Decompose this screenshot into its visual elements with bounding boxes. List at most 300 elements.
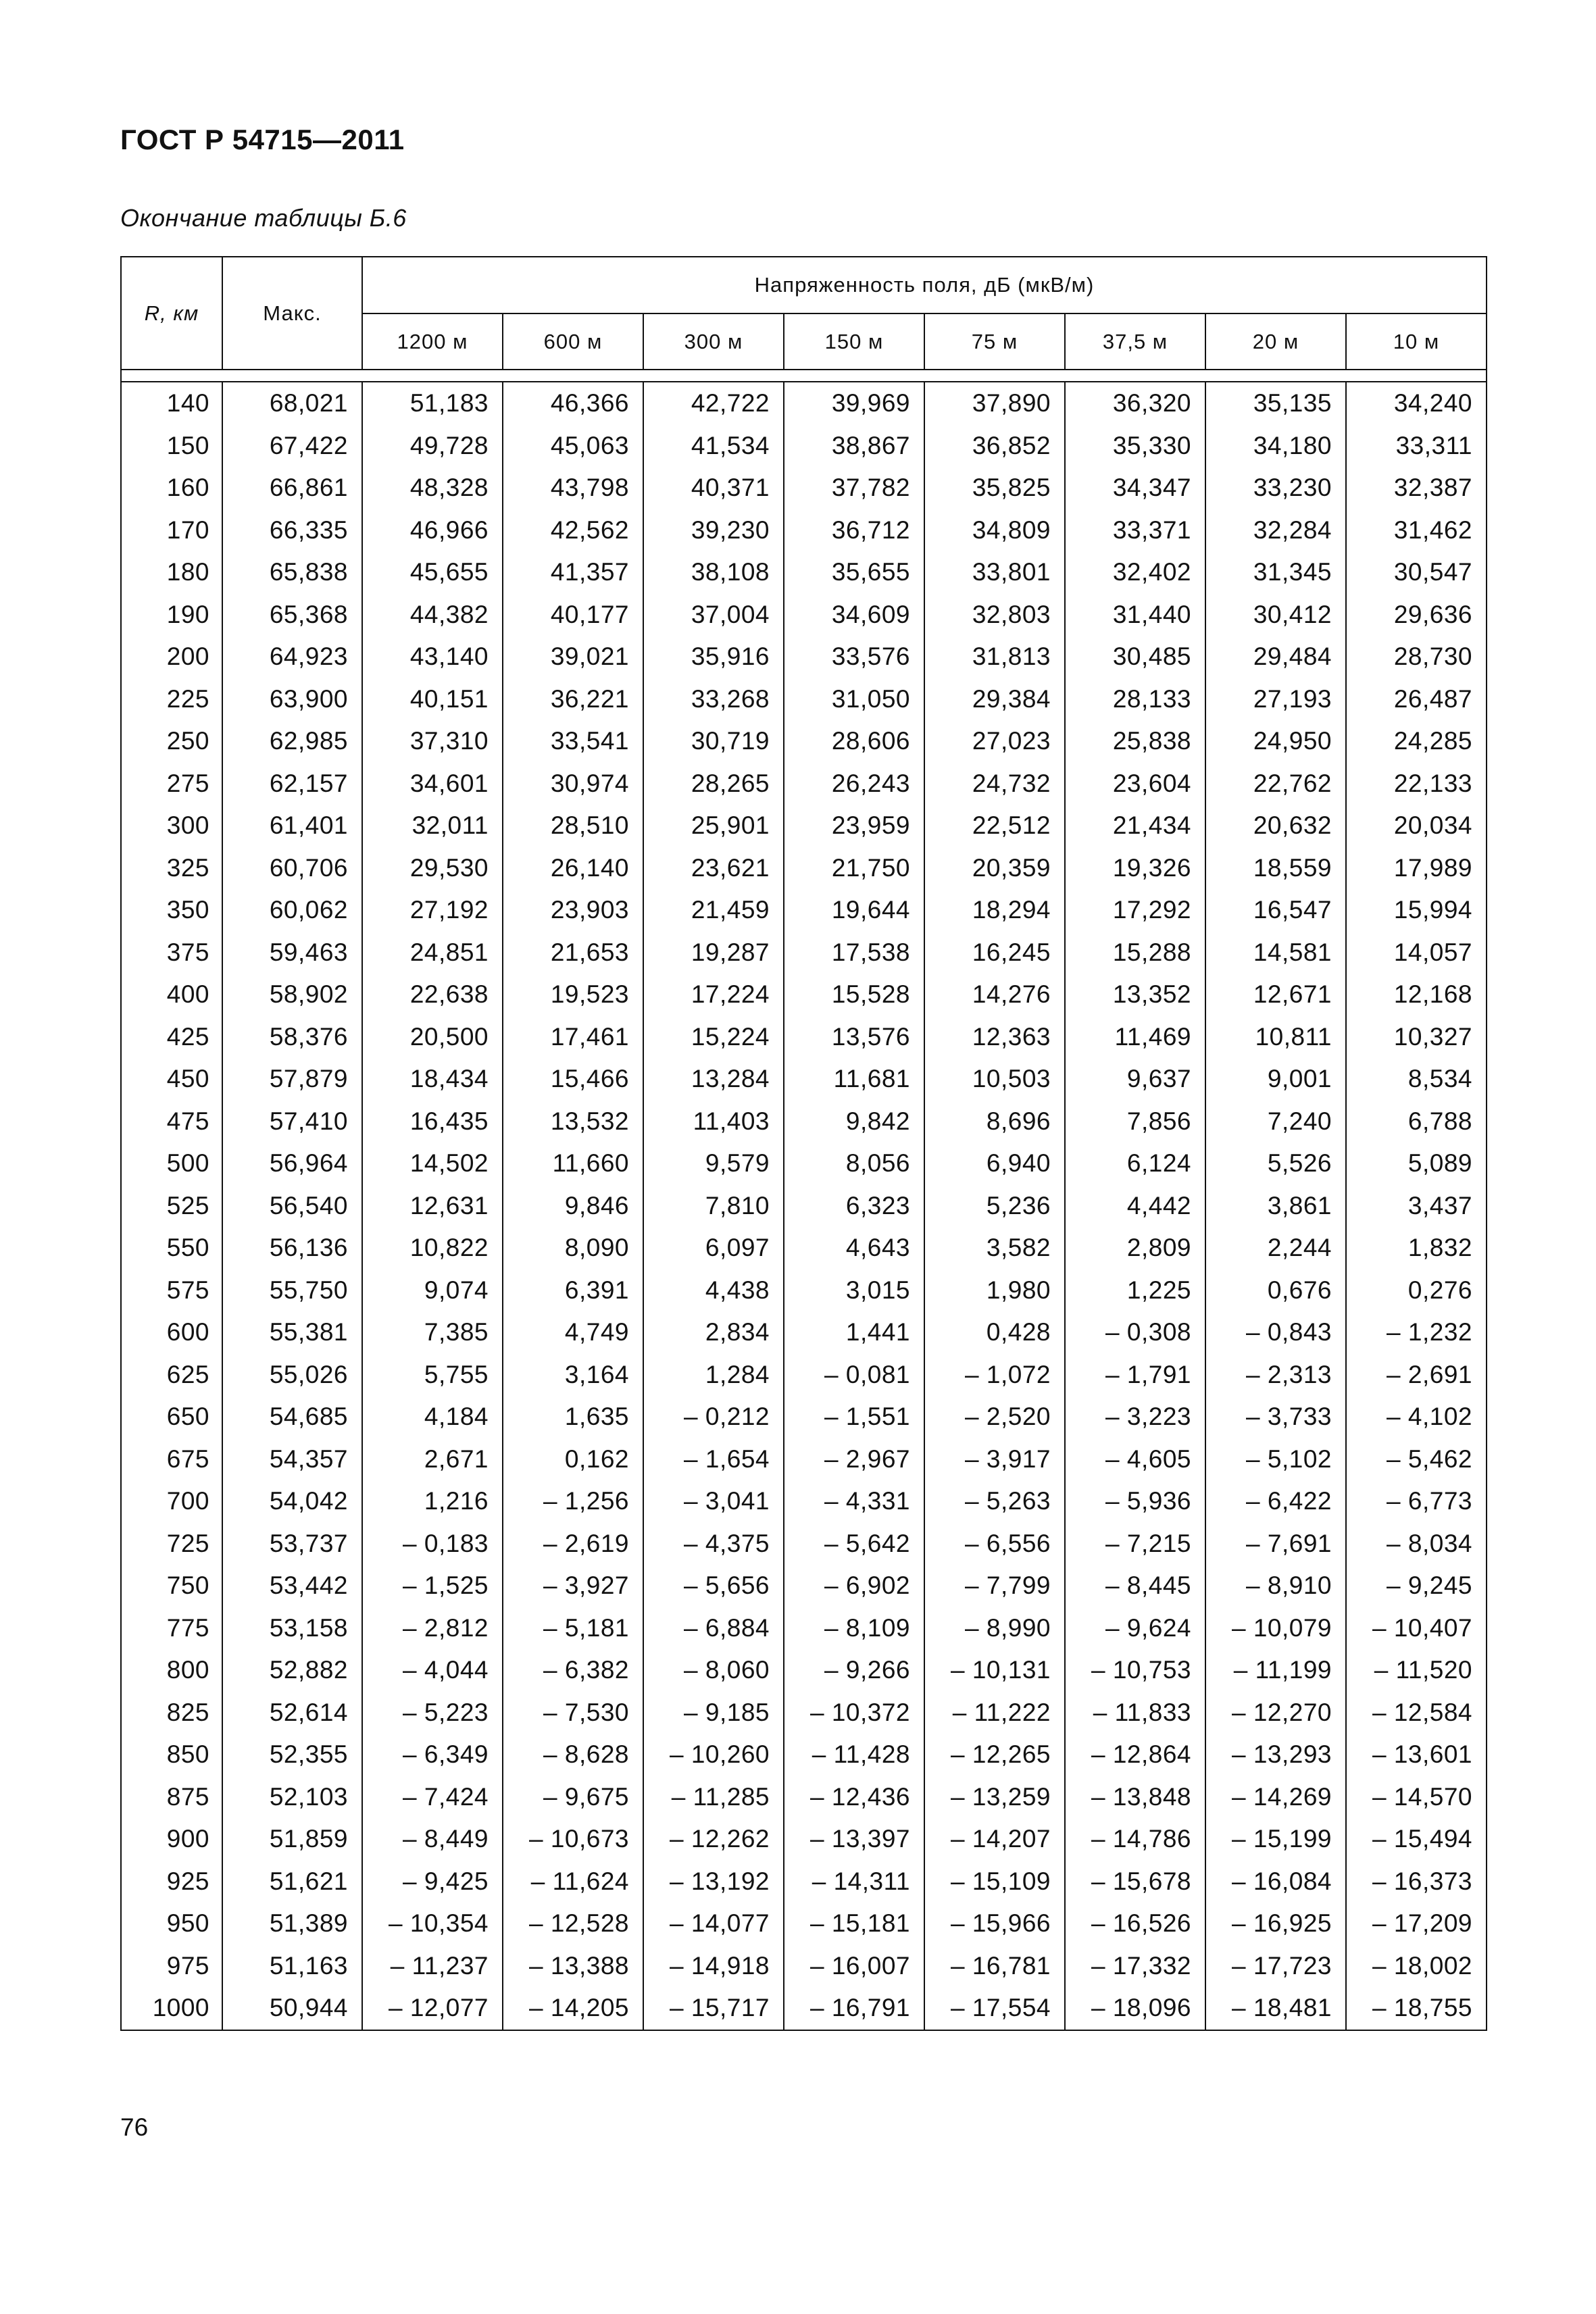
cell-value: 29,484 xyxy=(1205,636,1346,678)
cell-value: – 3,223 xyxy=(1065,1396,1205,1438)
cell-value: – 10,079 xyxy=(1205,1607,1346,1650)
cell-max: 50,944 xyxy=(222,1987,362,2030)
col-header-sub: 37,5 м xyxy=(1065,313,1205,370)
cell-value: 4,438 xyxy=(643,1269,784,1312)
cell-value: 7,240 xyxy=(1205,1101,1346,1143)
cell-distance: 625 xyxy=(121,1354,222,1397)
cell-value: 2,671 xyxy=(362,1438,503,1481)
table-row xyxy=(121,1523,1487,1565)
cell-value: 41,357 xyxy=(503,551,643,594)
cell-value: 21,434 xyxy=(1065,805,1205,847)
cell-value: 36,712 xyxy=(784,509,924,552)
cell-value: – 9,425 xyxy=(362,1861,503,1903)
table-row xyxy=(121,551,1487,594)
cell-value: 46,966 xyxy=(362,509,503,552)
table-row xyxy=(121,1776,1487,1819)
cell-max: 56,136 xyxy=(222,1227,362,1269)
col-header-sub: 20 м xyxy=(1205,313,1346,370)
cell-value: – 10,260 xyxy=(643,1734,784,1776)
cell-value: – 13,601 xyxy=(1346,1734,1487,1776)
table-row xyxy=(121,763,1487,805)
cell-value: 8,696 xyxy=(924,1101,1065,1143)
cell-value: – 11,222 xyxy=(924,1692,1065,1734)
cell-value: 3,861 xyxy=(1205,1185,1346,1228)
table-row xyxy=(121,1354,1487,1397)
cell-value: – 6,884 xyxy=(643,1607,784,1650)
cell-value: 29,530 xyxy=(362,847,503,890)
cell-value: 26,487 xyxy=(1346,678,1487,721)
cell-value: 40,151 xyxy=(362,678,503,721)
table-row xyxy=(121,1692,1487,1734)
cell-max: 66,335 xyxy=(222,509,362,552)
cell-value: 31,813 xyxy=(924,636,1065,678)
col-header-sub: 150 м xyxy=(784,313,924,370)
cell-distance: 600 xyxy=(121,1311,222,1354)
cell-value: – 7,215 xyxy=(1065,1523,1205,1565)
cell-value: – 11,199 xyxy=(1205,1649,1346,1692)
cell-value: 28,730 xyxy=(1346,636,1487,678)
cell-value: – 16,526 xyxy=(1065,1903,1205,1945)
cell-distance: 900 xyxy=(121,1818,222,1861)
cell-distance: 300 xyxy=(121,805,222,847)
cell-value: 11,660 xyxy=(503,1142,643,1185)
cell-value: – 10,372 xyxy=(784,1692,924,1734)
cell-value: 22,638 xyxy=(362,974,503,1016)
cell-value: – 8,910 xyxy=(1205,1565,1346,1607)
cell-distance: 550 xyxy=(121,1227,222,1269)
cell-value: 32,803 xyxy=(924,594,1065,636)
cell-value: 34,180 xyxy=(1205,425,1346,468)
col-header-sub: 1200 м xyxy=(362,313,503,370)
cell-max: 62,157 xyxy=(222,763,362,805)
cell-distance: 875 xyxy=(121,1776,222,1819)
cell-value: – 11,624 xyxy=(503,1861,643,1903)
cell-distance: 525 xyxy=(121,1185,222,1228)
cell-value: 12,671 xyxy=(1205,974,1346,1016)
cell-value: – 12,265 xyxy=(924,1734,1065,1776)
cell-value: 14,057 xyxy=(1346,932,1487,974)
cell-value: 10,811 xyxy=(1205,1016,1346,1059)
cell-value: 34,240 xyxy=(1346,382,1487,425)
cell-value: 42,722 xyxy=(643,382,784,425)
cell-value: – 12,584 xyxy=(1346,1692,1487,1734)
cell-max: 55,750 xyxy=(222,1269,362,1312)
cell-value: 33,576 xyxy=(784,636,924,678)
cell-value: – 6,556 xyxy=(924,1523,1065,1565)
cell-value: 23,604 xyxy=(1065,763,1205,805)
field-strength-table xyxy=(120,256,1487,2031)
cell-value: 33,541 xyxy=(503,720,643,763)
cell-value: – 5,223 xyxy=(362,1692,503,1734)
cell-max: 52,355 xyxy=(222,1734,362,1776)
cell-value: 12,168 xyxy=(1346,974,1487,1016)
cell-max: 60,706 xyxy=(222,847,362,890)
cell-value: – 14,269 xyxy=(1205,1776,1346,1819)
cell-value: – 5,642 xyxy=(784,1523,924,1565)
cell-value: 2,244 xyxy=(1205,1227,1346,1269)
cell-value: 36,852 xyxy=(924,425,1065,468)
cell-value: 16,547 xyxy=(1205,889,1346,932)
cell-value: – 11,428 xyxy=(784,1734,924,1776)
cell-distance: 190 xyxy=(121,594,222,636)
cell-max: 64,923 xyxy=(222,636,362,678)
cell-value: 33,230 xyxy=(1205,467,1346,509)
cell-value: – 8,628 xyxy=(503,1734,643,1776)
cell-value: 13,576 xyxy=(784,1016,924,1059)
cell-value: – 3,041 xyxy=(643,1480,784,1523)
cell-value: – 14,205 xyxy=(503,1987,643,2030)
cell-value: – 9,185 xyxy=(643,1692,784,1734)
cell-value: 30,974 xyxy=(503,763,643,805)
cell-value: 24,285 xyxy=(1346,720,1487,763)
cell-distance: 140 xyxy=(121,382,222,425)
table-row xyxy=(121,1311,1487,1354)
cell-value: 23,903 xyxy=(503,889,643,932)
cell-value: – 10,673 xyxy=(503,1818,643,1861)
cell-value: 22,762 xyxy=(1205,763,1346,805)
cell-value: – 8,060 xyxy=(643,1649,784,1692)
table-row xyxy=(121,1480,1487,1523)
document-header: ГОСТ Р 54715—2011 xyxy=(120,124,405,155)
cell-value: 32,011 xyxy=(362,805,503,847)
cell-value: 45,655 xyxy=(362,551,503,594)
table-row xyxy=(121,1987,1487,2030)
cell-value: – 8,990 xyxy=(924,1607,1065,1650)
cell-max: 57,410 xyxy=(222,1101,362,1143)
cell-distance: 170 xyxy=(121,509,222,552)
col-header-group: Напряженность поля, дБ (мкВ/м) xyxy=(362,257,1487,313)
cell-value: 17,989 xyxy=(1346,847,1487,890)
cell-max: 60,062 xyxy=(222,889,362,932)
table-row xyxy=(121,1649,1487,1692)
cell-value: 31,050 xyxy=(784,678,924,721)
cell-value: 36,320 xyxy=(1065,382,1205,425)
cell-value: – 6,422 xyxy=(1205,1480,1346,1523)
cell-value: – 2,619 xyxy=(503,1523,643,1565)
cell-distance: 925 xyxy=(121,1861,222,1903)
cell-max: 62,985 xyxy=(222,720,362,763)
cell-max: 53,442 xyxy=(222,1565,362,1607)
cell-value: 6,124 xyxy=(1065,1142,1205,1185)
cell-value: 30,412 xyxy=(1205,594,1346,636)
cell-value: 32,387 xyxy=(1346,467,1487,509)
cell-value: – 7,691 xyxy=(1205,1523,1346,1565)
cell-value: – 6,773 xyxy=(1346,1480,1487,1523)
cell-value: – 4,605 xyxy=(1065,1438,1205,1481)
col-header-sub: 10 м xyxy=(1346,313,1487,370)
cell-value: 21,459 xyxy=(643,889,784,932)
cell-max: 52,882 xyxy=(222,1649,362,1692)
cell-value: – 8,445 xyxy=(1065,1565,1205,1607)
cell-value: 29,384 xyxy=(924,678,1065,721)
cell-value: 3,015 xyxy=(784,1269,924,1312)
cell-value: – 16,007 xyxy=(784,1945,924,1988)
header-gap xyxy=(121,370,1487,382)
cell-value: 33,801 xyxy=(924,551,1065,594)
cell-value: 0,428 xyxy=(924,1311,1065,1354)
cell-value: 25,901 xyxy=(643,805,784,847)
table-row xyxy=(121,974,1487,1016)
table-row xyxy=(121,1227,1487,1269)
cell-max: 51,859 xyxy=(222,1818,362,1861)
cell-value: 37,890 xyxy=(924,382,1065,425)
cell-value: – 16,791 xyxy=(784,1987,924,2030)
cell-value: 43,798 xyxy=(503,467,643,509)
col-header-sub: 600 м xyxy=(503,313,643,370)
table-row xyxy=(121,1058,1487,1101)
cell-value: 27,193 xyxy=(1205,678,1346,721)
cell-value: 3,437 xyxy=(1346,1185,1487,1228)
cell-distance: 775 xyxy=(121,1607,222,1650)
cell-value: – 8,034 xyxy=(1346,1523,1487,1565)
cell-distance: 160 xyxy=(121,467,222,509)
cell-value: 37,310 xyxy=(362,720,503,763)
cell-value: – 2,313 xyxy=(1205,1354,1346,1397)
cell-value: 25,838 xyxy=(1065,720,1205,763)
cell-value: – 5,102 xyxy=(1205,1438,1346,1481)
cell-value: 34,609 xyxy=(784,594,924,636)
cell-max: 53,158 xyxy=(222,1607,362,1650)
cell-value: 33,311 xyxy=(1346,425,1487,468)
cell-value: 6,391 xyxy=(503,1269,643,1312)
cell-value: 34,347 xyxy=(1065,467,1205,509)
table-row xyxy=(121,1903,1487,1945)
col-header-r xyxy=(121,257,222,370)
cell-value: – 1,256 xyxy=(503,1480,643,1523)
cell-value: – 7,424 xyxy=(362,1776,503,1819)
cell-value: – 6,349 xyxy=(362,1734,503,1776)
cell-value: 39,969 xyxy=(784,382,924,425)
cell-distance: 500 xyxy=(121,1142,222,1185)
cell-value: 9,579 xyxy=(643,1142,784,1185)
cell-max: 55,381 xyxy=(222,1311,362,1354)
cell-value: 28,133 xyxy=(1065,678,1205,721)
cell-max: 65,838 xyxy=(222,551,362,594)
cell-value: 8,090 xyxy=(503,1227,643,1269)
cell-value: 15,224 xyxy=(643,1016,784,1059)
cell-value: 43,140 xyxy=(362,636,503,678)
cell-value: – 16,781 xyxy=(924,1945,1065,1988)
cell-distance: 700 xyxy=(121,1480,222,1523)
cell-value: 21,750 xyxy=(784,847,924,890)
cell-distance: 675 xyxy=(121,1438,222,1481)
cell-value: 14,276 xyxy=(924,974,1065,1016)
cell-value: – 14,311 xyxy=(784,1861,924,1903)
cell-max: 51,163 xyxy=(222,1945,362,1988)
cell-value: 2,809 xyxy=(1065,1227,1205,1269)
cell-value: 23,621 xyxy=(643,847,784,890)
cell-value: 26,243 xyxy=(784,763,924,805)
cell-value: 42,562 xyxy=(503,509,643,552)
table-row xyxy=(121,382,1487,425)
cell-max: 54,685 xyxy=(222,1396,362,1438)
cell-value: – 13,259 xyxy=(924,1776,1065,1819)
cell-value: – 0,212 xyxy=(643,1396,784,1438)
cell-value: 22,512 xyxy=(924,805,1065,847)
cell-max: 58,376 xyxy=(222,1016,362,1059)
cell-value: 28,265 xyxy=(643,763,784,805)
cell-value: 49,728 xyxy=(362,425,503,468)
cell-value: 32,284 xyxy=(1205,509,1346,552)
table-row xyxy=(121,932,1487,974)
cell-value: 28,606 xyxy=(784,720,924,763)
cell-value: 10,327 xyxy=(1346,1016,1487,1059)
cell-value: – 18,096 xyxy=(1065,1987,1205,2030)
cell-value: 9,001 xyxy=(1205,1058,1346,1101)
cell-distance: 475 xyxy=(121,1101,222,1143)
cell-value: – 14,786 xyxy=(1065,1818,1205,1861)
cell-value: 26,140 xyxy=(503,847,643,890)
cell-value: 7,856 xyxy=(1065,1101,1205,1143)
cell-max: 57,879 xyxy=(222,1058,362,1101)
cell-value: – 16,925 xyxy=(1205,1903,1346,1945)
cell-value: 9,074 xyxy=(362,1269,503,1312)
cell-value: 10,822 xyxy=(362,1227,503,1269)
cell-value: 0,162 xyxy=(503,1438,643,1481)
cell-value: 39,230 xyxy=(643,509,784,552)
cell-value: 38,108 xyxy=(643,551,784,594)
cell-value: 8,056 xyxy=(784,1142,924,1185)
cell-value: 7,385 xyxy=(362,1311,503,1354)
cell-value: 9,637 xyxy=(1065,1058,1205,1101)
cell-distance: 250 xyxy=(121,720,222,763)
cell-value: 10,503 xyxy=(924,1058,1065,1101)
table-row xyxy=(121,509,1487,552)
cell-value: – 17,554 xyxy=(924,1987,1065,2030)
col-header-r-label: R, км xyxy=(144,301,199,325)
cell-value: 31,440 xyxy=(1065,594,1205,636)
cell-value: 9,846 xyxy=(503,1185,643,1228)
cell-value: 30,547 xyxy=(1346,551,1487,594)
cell-value: 0,676 xyxy=(1205,1269,1346,1312)
cell-max: 56,540 xyxy=(222,1185,362,1228)
cell-value: 41,534 xyxy=(643,425,784,468)
cell-value: – 11,833 xyxy=(1065,1692,1205,1734)
cell-value: – 13,388 xyxy=(503,1945,643,1988)
cell-value: – 15,109 xyxy=(924,1861,1065,1903)
cell-distance: 150 xyxy=(121,425,222,468)
cell-max: 58,902 xyxy=(222,974,362,1016)
cell-value: – 14,570 xyxy=(1346,1776,1487,1819)
cell-value: – 17,332 xyxy=(1065,1945,1205,1988)
col-header-sub: 300 м xyxy=(643,313,784,370)
cell-value: 6,323 xyxy=(784,1185,924,1228)
cell-max: 55,026 xyxy=(222,1354,362,1397)
cell-distance: 180 xyxy=(121,551,222,594)
cell-value: – 1,232 xyxy=(1346,1311,1487,1354)
table-row xyxy=(121,1818,1487,1861)
cell-value: 35,916 xyxy=(643,636,784,678)
cell-value: 34,809 xyxy=(924,509,1065,552)
cell-value: 4,184 xyxy=(362,1396,503,1438)
cell-value: – 15,181 xyxy=(784,1903,924,1945)
cell-value: – 13,192 xyxy=(643,1861,784,1903)
cell-value: – 10,131 xyxy=(924,1649,1065,1692)
cell-value: 35,330 xyxy=(1065,425,1205,468)
table-row xyxy=(121,1101,1487,1143)
cell-value: 44,382 xyxy=(362,594,503,636)
cell-distance: 575 xyxy=(121,1269,222,1312)
cell-value: – 12,262 xyxy=(643,1818,784,1861)
cell-value: 5,236 xyxy=(924,1185,1065,1228)
cell-value: 11,469 xyxy=(1065,1016,1205,1059)
cell-value: 9,842 xyxy=(784,1101,924,1143)
cell-value: – 17,723 xyxy=(1205,1945,1346,1988)
table-row xyxy=(121,1269,1487,1312)
cell-value: 6,097 xyxy=(643,1227,784,1269)
cell-value: – 11,285 xyxy=(643,1776,784,1819)
cell-value: – 0,081 xyxy=(784,1354,924,1397)
cell-max: 61,401 xyxy=(222,805,362,847)
cell-max: 51,621 xyxy=(222,1861,362,1903)
cell-value: 20,500 xyxy=(362,1016,503,1059)
cell-value: 40,177 xyxy=(503,594,643,636)
cell-value: 4,442 xyxy=(1065,1185,1205,1228)
cell-value: – 14,207 xyxy=(924,1818,1065,1861)
cell-value: 4,643 xyxy=(784,1227,924,1269)
cell-value: – 8,109 xyxy=(784,1607,924,1650)
cell-value: – 15,199 xyxy=(1205,1818,1346,1861)
table-row xyxy=(121,720,1487,763)
cell-value: – 10,354 xyxy=(362,1903,503,1945)
cell-max: 66,861 xyxy=(222,467,362,509)
cell-value: 29,636 xyxy=(1346,594,1487,636)
cell-value: – 1,654 xyxy=(643,1438,784,1481)
cell-max: 54,042 xyxy=(222,1480,362,1523)
cell-value: 15,994 xyxy=(1346,889,1487,932)
cell-value: – 3,917 xyxy=(924,1438,1065,1481)
cell-value: 5,755 xyxy=(362,1354,503,1397)
cell-distance: 850 xyxy=(121,1734,222,1776)
cell-value: 37,004 xyxy=(643,594,784,636)
cell-value: – 14,077 xyxy=(643,1903,784,1945)
cell-value: – 13,397 xyxy=(784,1818,924,1861)
cell-distance: 650 xyxy=(121,1396,222,1438)
cell-value: 1,635 xyxy=(503,1396,643,1438)
cell-value: – 12,436 xyxy=(784,1776,924,1819)
cell-value: 36,221 xyxy=(503,678,643,721)
cell-value: 5,526 xyxy=(1205,1142,1346,1185)
table-row xyxy=(121,425,1487,468)
cell-distance: 400 xyxy=(121,974,222,1016)
cell-value: – 12,864 xyxy=(1065,1734,1205,1776)
cell-value: – 9,675 xyxy=(503,1776,643,1819)
cell-value: 17,461 xyxy=(503,1016,643,1059)
cell-value: 19,523 xyxy=(503,974,643,1016)
cell-max: 65,368 xyxy=(222,594,362,636)
cell-value: 13,284 xyxy=(643,1058,784,1101)
cell-value: – 18,755 xyxy=(1346,1987,1487,2030)
cell-value: – 9,245 xyxy=(1346,1565,1487,1607)
cell-value: 3,582 xyxy=(924,1227,1065,1269)
cell-value: 35,825 xyxy=(924,467,1065,509)
cell-value: 12,631 xyxy=(362,1185,503,1228)
cell-distance: 800 xyxy=(121,1649,222,1692)
table-row xyxy=(121,1396,1487,1438)
cell-value: – 5,181 xyxy=(503,1607,643,1650)
cell-distance: 725 xyxy=(121,1523,222,1565)
cell-value: – 16,084 xyxy=(1205,1861,1346,1903)
cell-max: 53,737 xyxy=(222,1523,362,1565)
cell-value: 16,435 xyxy=(362,1101,503,1143)
cell-value: 33,268 xyxy=(643,678,784,721)
cell-value: 15,288 xyxy=(1065,932,1205,974)
cell-value: – 18,002 xyxy=(1346,1945,1487,1988)
cell-distance: 750 xyxy=(121,1565,222,1607)
cell-value: 15,466 xyxy=(503,1058,643,1101)
cell-value: 46,366 xyxy=(503,382,643,425)
cell-value: 39,021 xyxy=(503,636,643,678)
